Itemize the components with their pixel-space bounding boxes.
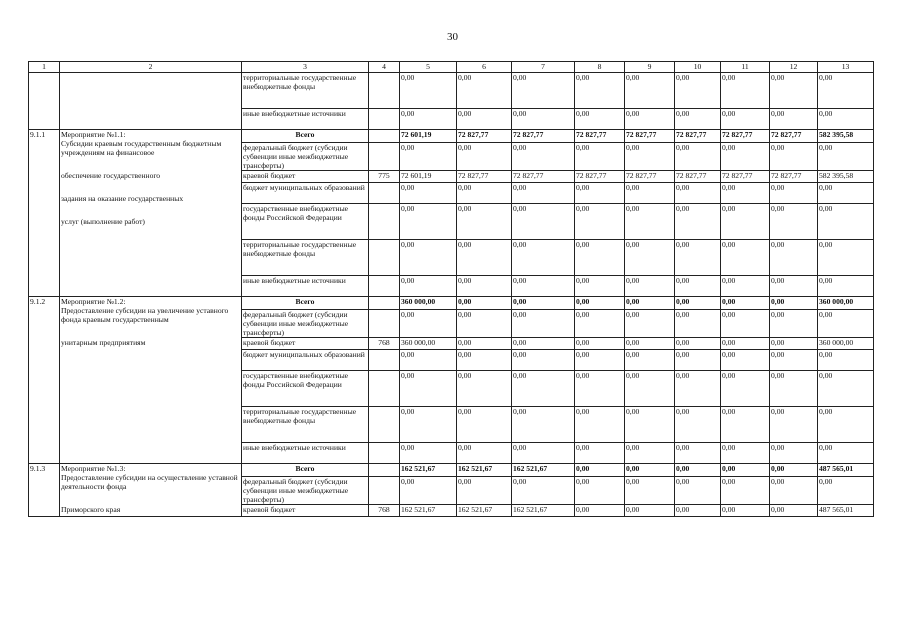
- amount-cell: 0,00: [575, 73, 625, 109]
- amount-cell: 0,00: [770, 310, 818, 338]
- funding-source-label: Всего: [242, 464, 369, 477]
- amount-cell: 162 521,67: [457, 505, 512, 517]
- amount-cell: 0,00: [575, 109, 625, 130]
- column-header-row: [29, 62, 874, 73]
- amount-cell: 0,00: [457, 109, 512, 130]
- amount-cell: 0,00: [575, 143, 625, 171]
- amount-cell: 0,00: [625, 350, 675, 371]
- amount-cell: 0,00: [457, 371, 512, 407]
- funding-source-label: государственные внебюджетные фонды Российской Федерации: [242, 371, 369, 407]
- funding-source-label: территориальные государственные внебюджетные фонды: [242, 73, 369, 109]
- amount-cell: 0,00: [512, 350, 575, 371]
- amount-cell: 0,00: [400, 204, 457, 240]
- grbs-code: [369, 350, 400, 371]
- amount-cell: 0,00: [400, 350, 457, 371]
- column-header: 11: [721, 62, 770, 73]
- amount-cell: 0,00: [770, 204, 818, 240]
- amount-cell: 360 000,00: [400, 297, 457, 310]
- amount-cell: 0,00: [625, 464, 675, 477]
- amount-cell: 162 521,67: [457, 464, 512, 477]
- amount-cell: 0,00: [512, 407, 575, 443]
- amount-cell: 0,00: [721, 350, 770, 371]
- amount-cell: 0,00: [770, 338, 818, 350]
- amount-cell: 162 521,67: [512, 505, 575, 517]
- amount-cell: 0,00: [457, 407, 512, 443]
- amount-cell: 72 827,77: [721, 130, 770, 143]
- amount-cell: 0,00: [575, 477, 625, 505]
- amount-cell: 0,00: [675, 109, 721, 130]
- amount-cell: 0,00: [575, 338, 625, 350]
- amount-cell: 0,00: [625, 276, 675, 297]
- funding-source-label: федеральный бюджет (субсидии субвенции иные межбюджетные трансферты): [242, 143, 369, 171]
- column-header: 5: [400, 62, 457, 73]
- amount-cell: 0,00: [770, 240, 818, 276]
- funding-source-label: иные внебюджетные источники: [242, 276, 369, 297]
- amount-cell: 72 827,77: [675, 130, 721, 143]
- funding-source-label: Всего: [242, 130, 369, 143]
- amount-cell: 0,00: [770, 477, 818, 505]
- grbs-code: [369, 443, 400, 464]
- amount-cell: 0,00: [575, 183, 625, 204]
- amount-cell: 0,00: [675, 297, 721, 310]
- amount-cell: 0,00: [721, 240, 770, 276]
- amount-cell: 162 521,67: [400, 505, 457, 517]
- amount-cell: 0,00: [675, 143, 721, 171]
- amount-cell: 0,00: [512, 240, 575, 276]
- funding-source-label: федеральный бюджет (субсидии субвенции иные межбюджетные трансферты): [242, 310, 369, 338]
- amount-cell: 0,00: [625, 240, 675, 276]
- amount-cell: 0,00: [770, 464, 818, 477]
- amount-cell: 0,00: [675, 505, 721, 517]
- amount-cell: 72 827,77: [625, 130, 675, 143]
- grbs-code: 768: [369, 338, 400, 350]
- amount-cell: 0,00: [675, 464, 721, 477]
- amount-cell: 582 395,58: [818, 130, 874, 143]
- funding-source-label: бюджет муниципальных образований: [242, 183, 369, 204]
- description-line: Мероприятие №1.3:: [61, 464, 126, 473]
- amount-cell: 72 827,77: [770, 171, 818, 183]
- funding-table: [28, 61, 874, 517]
- amount-cell: 0,00: [721, 204, 770, 240]
- amount-cell: 0,00: [457, 443, 512, 464]
- funding-source-label: иные внебюджетные источники: [242, 109, 369, 130]
- amount-cell: 0,00: [721, 143, 770, 171]
- grbs-code: [369, 464, 400, 477]
- amount-cell: 0,00: [818, 109, 874, 130]
- amount-cell: 0,00: [457, 350, 512, 371]
- amount-cell: 0,00: [457, 477, 512, 505]
- amount-cell: 0,00: [512, 73, 575, 109]
- section-description: [60, 464, 242, 517]
- amount-cell: 0,00: [675, 183, 721, 204]
- section-code: 9.1.2: [29, 297, 60, 464]
- amount-cell: 0,00: [818, 443, 874, 464]
- amount-cell: 0,00: [721, 443, 770, 464]
- amount-cell: 0,00: [457, 276, 512, 297]
- amount-cell: 0,00: [818, 183, 874, 204]
- amount-cell: 0,00: [512, 338, 575, 350]
- section-description: [60, 297, 242, 464]
- grbs-code: 768: [369, 505, 400, 517]
- amount-cell: 0,00: [400, 143, 457, 171]
- column-header: 4: [369, 62, 400, 73]
- description-line: Мероприятие №1.2:: [61, 297, 126, 306]
- amount-cell: 0,00: [400, 407, 457, 443]
- grbs-code: [369, 297, 400, 310]
- column-header: 13: [818, 62, 874, 73]
- column-header: 1: [29, 62, 60, 73]
- amount-cell: 0,00: [675, 350, 721, 371]
- grbs-code: [369, 371, 400, 407]
- section-description: [60, 73, 242, 130]
- amount-cell: 162 521,67: [400, 464, 457, 477]
- amount-cell: 72 827,77: [770, 130, 818, 143]
- amount-cell: 0,00: [625, 310, 675, 338]
- amount-cell: 0,00: [575, 204, 625, 240]
- amount-cell: 0,00: [457, 310, 512, 338]
- amount-cell: 0,00: [512, 109, 575, 130]
- amount-cell: 0,00: [512, 297, 575, 310]
- grbs-code: [369, 276, 400, 297]
- amount-cell: 72 827,77: [721, 171, 770, 183]
- amount-cell: 0,00: [575, 443, 625, 464]
- amount-cell: 0,00: [457, 297, 512, 310]
- description-line: Мероприятие №1.1:: [61, 130, 126, 139]
- amount-cell: 72 827,77: [512, 171, 575, 183]
- amount-cell: 0,00: [770, 297, 818, 310]
- amount-cell: 0,00: [575, 240, 625, 276]
- amount-cell: 0,00: [575, 350, 625, 371]
- table-row: [29, 73, 874, 109]
- description-line: Приморского края: [61, 505, 121, 514]
- funding-source-label: территориальные государственные внебюджетные фонды: [242, 240, 369, 276]
- grbs-code: [369, 407, 400, 443]
- amount-cell: 0,00: [575, 464, 625, 477]
- funding-source-label: Всего: [242, 297, 369, 310]
- amount-cell: 0,00: [512, 443, 575, 464]
- funding-source-label: иные внебюджетные источники: [242, 443, 369, 464]
- amount-cell: 0,00: [625, 338, 675, 350]
- table-row: [29, 297, 874, 310]
- amount-cell: 0,00: [512, 276, 575, 297]
- column-header: 9: [625, 62, 675, 73]
- amount-cell: 0,00: [575, 276, 625, 297]
- amount-cell: 0,00: [512, 371, 575, 407]
- amount-cell: 0,00: [575, 505, 625, 517]
- amount-cell: 0,00: [721, 505, 770, 517]
- amount-cell: 0,00: [770, 407, 818, 443]
- column-header: 10: [675, 62, 721, 73]
- amount-cell: 72 827,77: [575, 171, 625, 183]
- page-number: 30: [447, 31, 458, 43]
- amount-cell: 0,00: [721, 310, 770, 338]
- amount-cell: 0,00: [818, 477, 874, 505]
- amount-cell: 0,00: [625, 443, 675, 464]
- amount-cell: 0,00: [770, 183, 818, 204]
- grbs-code: [369, 310, 400, 338]
- table-row: [29, 464, 874, 477]
- table-row: [29, 130, 874, 143]
- amount-cell: 360 000,00: [400, 338, 457, 350]
- column-header: 12: [770, 62, 818, 73]
- amount-cell: 0,00: [675, 204, 721, 240]
- amount-cell: 0,00: [675, 276, 721, 297]
- amount-cell: 360 000,00: [818, 338, 874, 350]
- amount-cell: 72 601,19: [400, 130, 457, 143]
- amount-cell: 0,00: [575, 407, 625, 443]
- description-line: Субсидии краевым государственным бюджетным учреждениям на финансовое: [61, 139, 222, 157]
- amount-cell: 0,00: [675, 73, 721, 109]
- funding-source-label: краевой бюджет: [242, 338, 369, 350]
- column-header: 8: [575, 62, 625, 73]
- amount-cell: 360 000,00: [818, 297, 874, 310]
- amount-cell: 0,00: [721, 338, 770, 350]
- description-line: Предоставление субсидии на увеличение уставного фонда краевым государственным: [61, 306, 229, 324]
- amount-cell: 72 827,77: [512, 130, 575, 143]
- description-line: обеспечение государственного: [61, 171, 161, 180]
- amount-cell: 0,00: [625, 109, 675, 130]
- amount-cell: 0,00: [675, 443, 721, 464]
- description-line: услуг (выполнение работ): [61, 217, 145, 226]
- amount-cell: 0,00: [625, 477, 675, 505]
- amount-cell: 0,00: [770, 143, 818, 171]
- amount-cell: 0,00: [575, 371, 625, 407]
- amount-cell: 0,00: [675, 371, 721, 407]
- amount-cell: 0,00: [818, 350, 874, 371]
- amount-cell: 0,00: [575, 310, 625, 338]
- amount-cell: 0,00: [818, 240, 874, 276]
- amount-cell: 0,00: [457, 204, 512, 240]
- description-line: Предоставление субсидии на осуществление уставной деятельности фонда: [61, 473, 238, 491]
- amount-cell: 0,00: [457, 73, 512, 109]
- amount-cell: 0,00: [400, 310, 457, 338]
- amount-cell: 0,00: [625, 505, 675, 517]
- amount-cell: 0,00: [400, 183, 457, 204]
- amount-cell: 0,00: [818, 407, 874, 443]
- amount-cell: 0,00: [721, 183, 770, 204]
- section-description: [60, 130, 242, 297]
- amount-cell: 0,00: [818, 143, 874, 171]
- amount-cell: 0,00: [512, 143, 575, 171]
- amount-cell: 0,00: [721, 73, 770, 109]
- amount-cell: 0,00: [770, 505, 818, 517]
- funding-source-label: краевой бюджет: [242, 171, 369, 183]
- grbs-code: [369, 204, 400, 240]
- grbs-code: [369, 130, 400, 143]
- amount-cell: 0,00: [675, 240, 721, 276]
- amount-cell: 0,00: [512, 204, 575, 240]
- amount-cell: 0,00: [400, 240, 457, 276]
- funding-source-label: краевой бюджет: [242, 505, 369, 517]
- amount-cell: 0,00: [721, 407, 770, 443]
- amount-cell: 0,00: [457, 183, 512, 204]
- amount-cell: 0,00: [818, 204, 874, 240]
- amount-cell: 0,00: [457, 143, 512, 171]
- amount-cell: 0,00: [575, 297, 625, 310]
- amount-cell: 0,00: [625, 297, 675, 310]
- grbs-code: [369, 109, 400, 130]
- amount-cell: 582 395,58: [818, 171, 874, 183]
- amount-cell: 0,00: [721, 371, 770, 407]
- description-line: задания на оказание государственных: [61, 194, 184, 203]
- funding-source-label: федеральный бюджет (субсидии субвенции иные межбюджетные трансферты): [242, 477, 369, 505]
- amount-cell: 0,00: [400, 73, 457, 109]
- amount-cell: 0,00: [818, 310, 874, 338]
- description-line: унитарным предприятиям: [61, 338, 146, 347]
- amount-cell: 0,00: [675, 310, 721, 338]
- column-header: 7: [512, 62, 575, 73]
- amount-cell: 487 565,01: [818, 464, 874, 477]
- amount-cell: 0,00: [400, 443, 457, 464]
- amount-cell: 0,00: [400, 371, 457, 407]
- amount-cell: 162 521,67: [512, 464, 575, 477]
- amount-cell: 72 601,19: [400, 171, 457, 183]
- amount-cell: 0,00: [770, 371, 818, 407]
- funding-source-label: бюджет муниципальных образований: [242, 350, 369, 371]
- amount-cell: 0,00: [625, 143, 675, 171]
- amount-cell: 0,00: [457, 338, 512, 350]
- amount-cell: 72 827,77: [575, 130, 625, 143]
- section-code: 9.1.3: [29, 464, 60, 517]
- amount-cell: 0,00: [625, 204, 675, 240]
- amount-cell: 0,00: [625, 371, 675, 407]
- amount-cell: 0,00: [770, 109, 818, 130]
- amount-cell: 0,00: [400, 109, 457, 130]
- amount-cell: 487 565,01: [818, 505, 874, 517]
- grbs-code: [369, 143, 400, 171]
- amount-cell: 0,00: [818, 276, 874, 297]
- section-code: 9.1.1: [29, 130, 60, 297]
- amount-cell: 0,00: [675, 477, 721, 505]
- amount-cell: 0,00: [675, 338, 721, 350]
- amount-cell: 72 827,77: [457, 130, 512, 143]
- amount-cell: 0,00: [818, 371, 874, 407]
- amount-cell: 0,00: [675, 407, 721, 443]
- amount-cell: 0,00: [770, 73, 818, 109]
- amount-cell: 0,00: [721, 464, 770, 477]
- column-header: 2: [60, 62, 242, 73]
- amount-cell: 0,00: [818, 73, 874, 109]
- amount-cell: 72 827,77: [675, 171, 721, 183]
- amount-cell: 0,00: [400, 276, 457, 297]
- amount-cell: 0,00: [770, 276, 818, 297]
- amount-cell: 0,00: [512, 183, 575, 204]
- column-header: 3: [242, 62, 369, 73]
- amount-cell: 72 827,77: [457, 171, 512, 183]
- amount-cell: 0,00: [721, 477, 770, 505]
- amount-cell: 0,00: [625, 183, 675, 204]
- amount-cell: 0,00: [625, 73, 675, 109]
- column-header: 6: [457, 62, 512, 73]
- grbs-code: [369, 240, 400, 276]
- amount-cell: 0,00: [512, 310, 575, 338]
- grbs-code: [369, 477, 400, 505]
- amount-cell: 0,00: [625, 407, 675, 443]
- amount-cell: 0,00: [721, 276, 770, 297]
- amount-cell: 0,00: [770, 350, 818, 371]
- grbs-code: [369, 183, 400, 204]
- amount-cell: 72 827,77: [625, 171, 675, 183]
- section-code: [29, 73, 60, 130]
- amount-cell: 0,00: [512, 477, 575, 505]
- amount-cell: 0,00: [457, 240, 512, 276]
- funding-source-label: государственные внебюджетные фонды Российской Федерации: [242, 204, 369, 240]
- funding-source-label: территориальные государственные внебюджетные фонды: [242, 407, 369, 443]
- grbs-code: 775: [369, 171, 400, 183]
- amount-cell: 0,00: [770, 443, 818, 464]
- grbs-code: [369, 73, 400, 109]
- amount-cell: 0,00: [400, 477, 457, 505]
- amount-cell: 0,00: [721, 297, 770, 310]
- amount-cell: 0,00: [721, 109, 770, 130]
